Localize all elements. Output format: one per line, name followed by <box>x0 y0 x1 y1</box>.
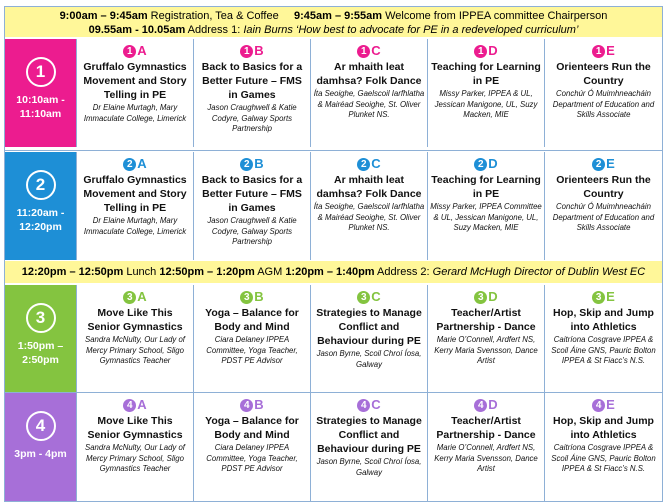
workshop-title: Gruffalo Gymnastics Movement and Story Telling in PE <box>83 61 187 101</box>
morning-banner-line2 <box>5 23 662 37</box>
session-number-dot: 1 <box>592 45 605 58</box>
workshop-badge <box>77 289 193 305</box>
workshop-badge <box>428 43 544 59</box>
workshop-letter: A <box>137 397 147 412</box>
workshop-letter: D <box>488 397 498 412</box>
workshop-speaker: Jason Craughwell & Katie Codyre, Galway Sports Partnership <box>207 216 297 246</box>
workshop-speaker: Ciara Delaney IPPEA Committee, Yoga Teacher, PDST PE Advisor <box>206 335 298 365</box>
workshop-speaker: Missy Parker, IPPEA Committee & UL, Jessican Manigone, UL, Suzy Macken, MIE <box>430 202 542 232</box>
session-2-row <box>5 152 662 260</box>
workshop-speaker: Sandra McNulty, Our Lady of Mercy Primary School, Sligo Gymnastics Teacher <box>85 335 185 365</box>
session-number-dot: 4 <box>357 399 370 412</box>
workshop-3e <box>544 285 662 393</box>
workshop-title: Orienteers Run the Country <box>556 61 651 87</box>
workshop-title: Teaching for Learning in PE <box>431 61 541 87</box>
workshop-speaker: Íta Seoighe, Gaelscoil Iarfhlatha & Mairéad Seoighe, St. Oliver Plunket NS. <box>313 202 425 232</box>
workshop-letter: B <box>254 43 264 58</box>
morning-banner-line1 <box>5 9 662 23</box>
session-1-row <box>5 39 662 147</box>
workshop-badge <box>311 156 427 172</box>
session-2-time-end: 12:20pm <box>19 221 62 233</box>
workshop-3d <box>427 285 544 393</box>
workshop-badge <box>428 397 544 413</box>
session-3-time-start: 1:50pm – <box>17 340 64 352</box>
workshop-4c <box>310 393 427 501</box>
workshop-badge <box>545 156 662 172</box>
registration-text: Registration, Tea & Coffee <box>147 10 279 22</box>
workshop-badge <box>545 289 662 305</box>
workshop-4e <box>544 393 662 501</box>
session-number-dot: 3 <box>240 291 253 304</box>
workshop-badge <box>194 43 310 59</box>
workshop-letter: A <box>137 289 147 304</box>
workshop-1a <box>76 39 193 147</box>
address2-label: Address 2: <box>374 266 433 278</box>
session-4-row <box>5 393 662 501</box>
workshop-3a <box>76 285 193 393</box>
session-number-dot: 1 <box>240 45 253 58</box>
workshop-letter: C <box>371 43 381 58</box>
workshop-speaker: Sandra McNulty, Our Lady of Mercy Primary School, Sligo Gymnastics Teacher <box>85 443 185 473</box>
workshop-3c <box>310 285 427 393</box>
workshop-letter: A <box>137 43 147 58</box>
session-1-time-cell <box>5 39 76 147</box>
workshop-badge <box>545 43 662 59</box>
workshop-2d <box>427 152 544 260</box>
workshop-title: Yoga – Balance for Body and Mind <box>205 307 299 333</box>
session-3-time-end: 2:50pm <box>22 354 59 366</box>
workshop-speaker: Ciara Delaney IPPEA Committee, Yoga Teacher, PDST PE Advisor <box>206 443 298 473</box>
workshop-letter: B <box>254 289 264 304</box>
workshop-3b <box>193 285 310 393</box>
workshop-title: Teacher/Artist Partnership - Dance <box>436 307 536 333</box>
session-number-dot: 3 <box>357 291 370 304</box>
workshop-badge <box>194 289 310 305</box>
session-3-time-cell <box>5 285 76 393</box>
workshop-1d <box>427 39 544 147</box>
session-4-number: 4 <box>26 411 56 441</box>
session-3-number: 3 <box>26 303 56 333</box>
session-2-time-start: 11:20am - <box>16 207 65 219</box>
workshop-badge <box>428 289 544 305</box>
workshop-letter: A <box>137 156 147 171</box>
session-number-dot: 4 <box>240 399 253 412</box>
workshop-speaker: Missy Parker, IPPEA & UL, Jessican Manigone, UL, Suzy Macken, MIE <box>434 89 538 119</box>
workshop-letter: E <box>606 289 615 304</box>
welcome-text: Welcome from IPPEA committee Chairperson <box>382 10 608 22</box>
workshop-title: Yoga – Balance for Body and Mind <box>205 415 299 441</box>
session-4-time-start: 3pm - 4pm <box>14 448 67 460</box>
workshop-title: Strategies to Manage Conflict and Behaviour during PE <box>316 415 422 455</box>
registration-time: 9:00am – 9:45am <box>59 10 148 22</box>
workshop-speaker: Caitríona Cosgrave IPPEA & Scoil Áine GNS, Pauric Bolton IPPEA & St Fiacc’s N.S. <box>551 443 656 473</box>
session-number-dot: 4 <box>592 399 605 412</box>
workshop-speaker: Íta Seoighe, Gaelscoil Iarfhlatha & Mairéad Seoighe, St. Oliver Plunket NS. <box>313 89 425 119</box>
address1-text: Iain Burns ‘How best to advocate for PE in a redeveloped curriculum’ <box>243 24 579 36</box>
workshop-title: Move Like This Senior Gymnastics <box>87 415 183 441</box>
address2-time: 1:20pm – 1:40pm <box>285 266 375 278</box>
workshop-title: Orienteers Run the Country <box>556 174 651 200</box>
session-2-number: 2 <box>26 170 56 200</box>
workshop-letter: B <box>254 156 264 171</box>
workshop-letter: C <box>371 156 381 171</box>
workshop-2b <box>193 152 310 260</box>
row-divider <box>5 150 662 151</box>
address1-time: 09.55am - 10.05am <box>88 24 186 36</box>
workshop-badge <box>77 156 193 172</box>
workshop-speaker: Caitríona Cosgrave IPPEA & Scoil Áine GNS, Pauric Bolton IPPEA & St Fiacc’s N.S. <box>551 335 656 365</box>
workshop-letter: D <box>488 156 498 171</box>
session-2-time-cell <box>5 152 76 260</box>
session-number-dot: 2 <box>240 158 253 171</box>
morning-banner <box>5 7 662 37</box>
lunch-banner <box>5 261 662 283</box>
workshop-letter: E <box>606 43 615 58</box>
workshop-letter: E <box>606 397 615 412</box>
session-3-row <box>5 285 662 393</box>
session-number-dot: 2 <box>357 158 370 171</box>
workshop-2c <box>310 152 427 260</box>
workshop-badge <box>311 289 427 305</box>
workshop-speaker: Marie O’Connell, Ardfert NS, Kerry Maria Svensson, Dance Artist <box>434 335 538 365</box>
workshop-1b <box>193 39 310 147</box>
workshop-title: Teacher/Artist Partnership - Dance <box>436 415 536 441</box>
workshop-speaker: Jason Byrne, Scoil Chroí Íosa, Galway <box>316 349 422 369</box>
session-number-dot: 2 <box>592 158 605 171</box>
schedule-table <box>4 6 663 502</box>
workshop-4b <box>193 393 310 501</box>
session-1-number: 1 <box>26 57 56 87</box>
session-number-dot: 1 <box>357 45 370 58</box>
workshop-speaker: Marie O’Connell, Ardfert NS, Kerry Maria Svensson, Dance Artist <box>434 443 538 473</box>
workshop-4a <box>76 393 193 501</box>
workshop-letter: D <box>488 43 498 58</box>
session-1-time-end: 11:10am <box>19 108 62 120</box>
workshop-title: Back to Basics for a Better Future – FMS in Games <box>201 61 303 101</box>
workshop-speaker: Dr Elaine Murtagh, Mary Immaculate College, Limerick <box>83 103 187 123</box>
workshop-badge <box>311 43 427 59</box>
workshop-title: Ar mhaith leat damhsa? Folk Dance <box>316 174 422 200</box>
session-number-dot: 2 <box>474 158 487 171</box>
session-number-dot: 3 <box>592 291 605 304</box>
workshop-badge <box>77 43 193 59</box>
session-number-dot: 3 <box>123 291 136 304</box>
session-number-dot: 1 <box>474 45 487 58</box>
session-number-dot: 3 <box>474 291 487 304</box>
workshop-title: Hop, Skip and Jump into Athletics <box>553 415 654 441</box>
workshop-title: Ar mhaith leat damhsa? Folk Dance <box>316 61 422 87</box>
session-4-time-cell <box>5 393 76 501</box>
lunch-time: 12:20pm – 12:50pm <box>21 266 124 278</box>
workshop-2e <box>544 152 662 260</box>
workshop-badge <box>77 397 193 413</box>
workshop-letter: D <box>488 289 498 304</box>
workshop-speaker: Jason Byrne, Scoil Chroí Íosa, Galway <box>316 457 422 477</box>
welcome-time: 9:45am – 9:55am <box>293 10 383 22</box>
workshop-1c <box>310 39 427 147</box>
address2-text: Gerard McHugh Director of Dublin West EC <box>432 266 646 278</box>
workshop-2a <box>76 152 193 260</box>
workshop-speaker: Jason Craughwell & Katie Codyre, Galway Sports Partnership <box>207 103 297 133</box>
address1-label: Address 1: <box>185 24 244 36</box>
workshop-title: Hop, Skip and Jump into Athletics <box>553 307 654 333</box>
workshop-badge <box>545 397 662 413</box>
session-number-dot: 4 <box>123 399 136 412</box>
agm-text: AGM <box>254 266 286 278</box>
lunch-text: Lunch <box>123 266 160 278</box>
workshop-4d <box>427 393 544 501</box>
workshop-badge <box>194 397 310 413</box>
workshop-badge <box>428 156 544 172</box>
workshop-title: Teaching for Learning in PE <box>431 174 541 200</box>
workshop-badge <box>194 156 310 172</box>
workshop-title: Back to Basics for a Better Future – FMS in Games <box>201 174 303 214</box>
workshop-1e <box>544 39 662 147</box>
workshop-speaker: Conchúr Ó Muimhneacháin Department of Education and Skills Associate <box>552 89 655 119</box>
workshop-letter: B <box>254 397 264 412</box>
workshop-title: Move Like This Senior Gymnastics <box>87 307 183 333</box>
session-number-dot: 1 <box>123 45 136 58</box>
workshop-badge <box>311 397 427 413</box>
workshop-title: Gruffalo Gymnastics Movement and Story Telling in PE <box>83 174 187 214</box>
session-number-dot: 4 <box>474 399 487 412</box>
session-number-dot: 2 <box>123 158 136 171</box>
workshop-speaker: Dr Elaine Murtagh, Mary Immaculate College, Limerick <box>83 216 187 236</box>
workshop-letter: E <box>606 156 615 171</box>
workshop-speaker: Conchúr Ó Muimhneacháin Department of Education and Skills Associate <box>552 202 655 232</box>
workshop-letter: C <box>371 289 381 304</box>
agm-time: 12:50pm – 1:20pm <box>159 266 255 278</box>
session-1-time-start: 10:10am - <box>16 94 65 106</box>
workshop-title: Strategies to Manage Conflict and Behaviour during PE <box>316 307 422 347</box>
workshop-letter: C <box>371 397 381 412</box>
